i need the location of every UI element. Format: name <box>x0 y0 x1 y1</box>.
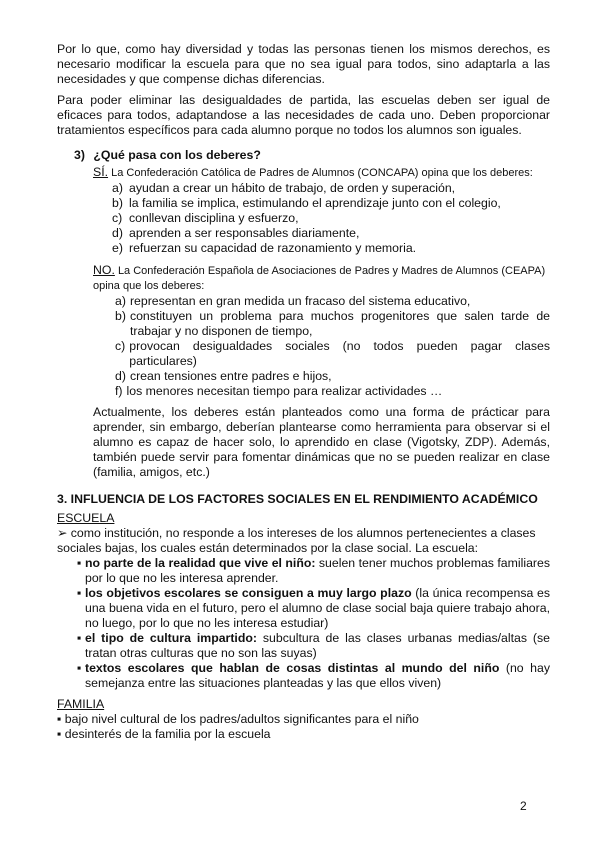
list-item: b) la familia se implica, estimulando el aprendizaje junto con el colegio, <box>112 196 501 210</box>
no-list <box>115 294 550 399</box>
page-number: 2 <box>520 799 527 813</box>
list-item: ▪ los objetivos escolares se consiguen a muy largo plazo (la única recompensa es una buena vida en el futuro, pero el alumno de clase social baja quiere trabajo ahora, no luego, por lo que no les interesa estudiar) <box>77 586 550 630</box>
list-item: d) crean tensiones entre padres e hijos, <box>115 369 332 383</box>
section-heading: 3. INFLUENCIA DE LOS FACTORES SOCIALES EN EL RENDIMIENTO ACADÉMICO <box>57 492 538 506</box>
document-page <box>57 42 550 742</box>
list-item: f) los menores necesitan tiempo para realizar actividades … <box>115 384 443 398</box>
subheading-familia: FAMILIA <box>57 697 105 711</box>
list-item: ▪ no parte de la realidad que vive el niño: suelen tener muchos problemas familiares por lo que no les interesa aprender. <box>77 556 550 585</box>
escuela-list <box>77 556 550 691</box>
no-label: NO. <box>93 263 115 277</box>
list-item: c) provocan desigualdades sociales (no todos pueden pagar clases particulares) <box>115 339 550 368</box>
list-item: ▪ el tipo de cultura impartido: subcultura de las clases urbanas medias/altas (se tratan otras culturas que no son las suyas) <box>77 631 550 660</box>
bullet-icon: ▪ <box>77 661 82 675</box>
list-item: d) aprenden a ser responsables diariamente, <box>112 226 360 240</box>
subheading-escuela: ESCUELA <box>57 511 115 525</box>
paragraph-diversity: Por lo que, como hay diversidad y todas las personas tienen los mismos derechos, es necesario modificar la escuela para que no sea igual para todos, sino adaptarla a las necesidades y que compense dichas diferencias. <box>57 42 550 86</box>
no-intro <box>93 263 550 294</box>
list-item: c) conllevan disciplina y esfuerzo, <box>112 211 299 225</box>
bullet-icon: ▪ <box>57 727 62 741</box>
question-number: 3) <box>74 148 85 162</box>
bullet-icon: ▪ <box>77 586 82 600</box>
list-item: b) constituyen un problema para muchos progenitores que salen tarde de trabajar y no disponen de tiempo, <box>115 309 550 338</box>
list-item: a) representan en gran medida un fracaso del sistema educativo, <box>115 294 471 308</box>
bullet-icon: ▪ <box>77 631 82 645</box>
si-intro-text: La Confederación Católica de Padres de Alumnos (CONCAPA) opina que los deberes: <box>111 167 533 179</box>
question-heading <box>74 148 550 163</box>
list-item: a) ayudan a crear un hábito de trabajo, de orden y superación, <box>112 181 456 195</box>
familia-list <box>57 712 550 742</box>
paragraph-actualmente: Actualmente, los deberes están planteados como una forma de prácticar para aprender, sin embargo, deberían plantearse como herramienta para observar si el alumno es capaz de hacer solo, lo aprendido en clase (Vigotsky, ZDP). Además, también puede servir para fomentar dinámicas que no se pueden realizar en clase (familia, amigos, etc.) <box>93 405 550 479</box>
list-item: ▪ desinterés de la familia por la escuela <box>57 727 271 741</box>
no-intro-text: La Confederación Española de Asociaciones de Padres y Madres de Alumnos (CEAPA) opina que los deberes: <box>93 265 546 292</box>
bullet-icon: ▪ <box>77 556 82 570</box>
si-intro <box>93 165 550 181</box>
escuela-intro: ➢ como institución, no responde a los intereses de los alumnos pertenecientes a clases sociales bajas, los cuales están determinados por la clase social. La escuela: <box>57 526 536 555</box>
bullet-icon: ▪ <box>57 712 62 726</box>
list-item: ▪ bajo nivel cultural de los padres/adultos significantes para el niño <box>57 712 419 726</box>
list-item: e) refuerzan su capacidad de razonamiento y memoria. <box>112 241 417 255</box>
si-label: SÍ. <box>93 165 109 179</box>
list-item: ▪ textos escolares que hablan de cosas distintas al mundo del niño (no hay semejanza entre las situaciones planteadas y las que ellos viven) <box>77 661 550 690</box>
paragraph-inequalities: Para poder eliminar las desigualdades de partida, las escuelas deben ser igual de eficaces para todos, adaptandose a las necesidades de cada uno. Deben proporcionar tratamientos específicos para cada alumno porque no todos los alumnos son iguales. <box>57 93 550 137</box>
si-list <box>112 181 550 256</box>
arrow-icon: ➢ <box>57 526 68 540</box>
question-title: ¿Qué pasa con los deberes? <box>93 148 261 162</box>
